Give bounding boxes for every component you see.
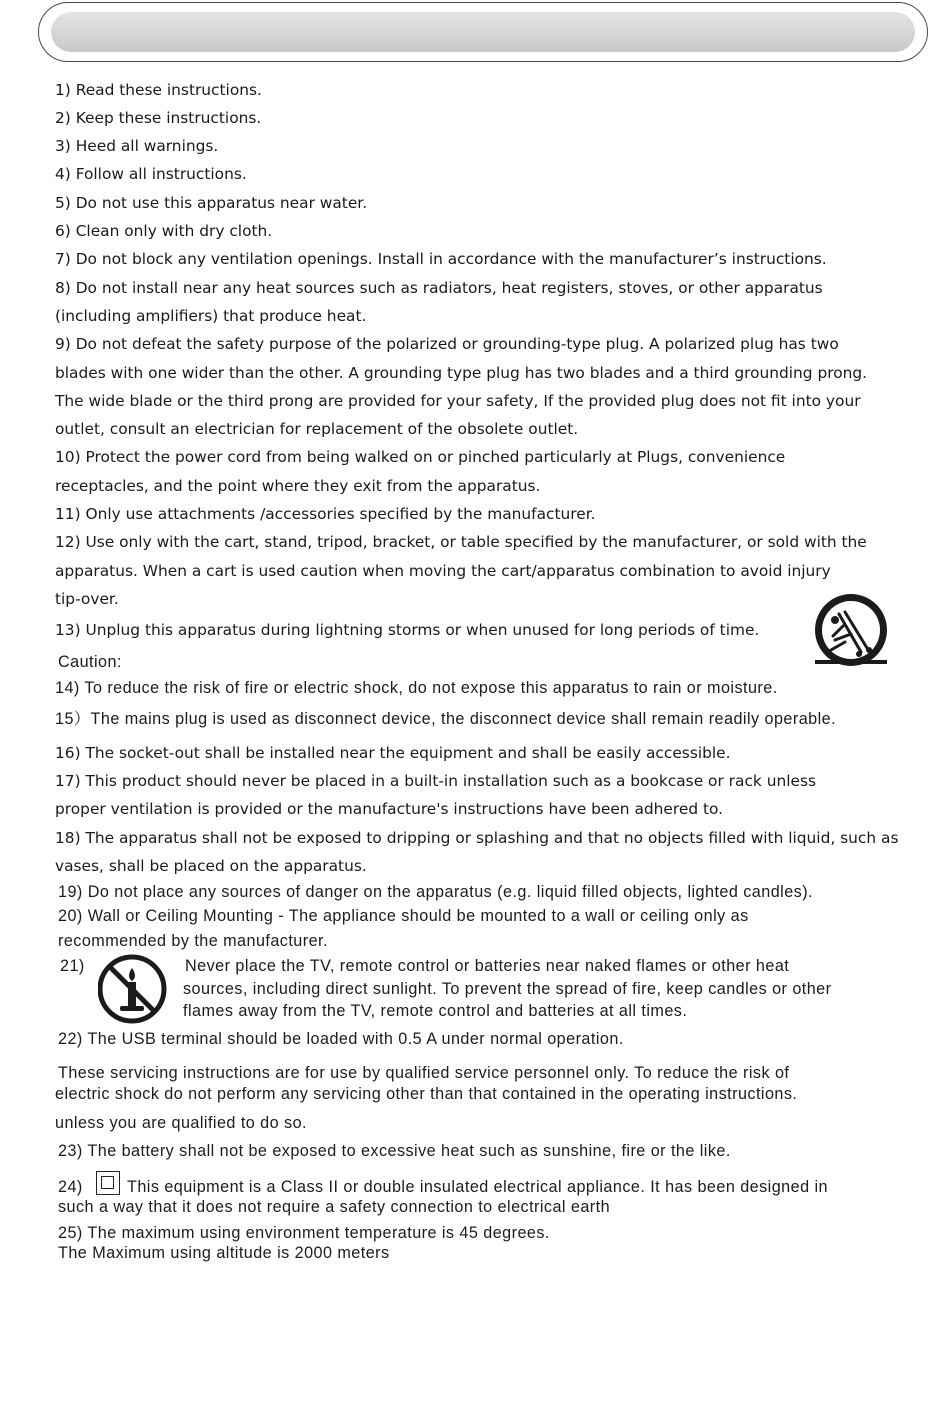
- header-banner: [38, 2, 928, 62]
- instruction-line: 7) Do not block any ventilation openings. Install in accordance with the manufacturer’s instructions.: [55, 250, 827, 268]
- instruction-line: blades with one wider than the other. A grounding type plug has two blades and a third grounding prong.: [55, 364, 868, 382]
- instruction-line: 11) Only use attachments /accessories specified by the manufacturer.: [55, 505, 596, 523]
- instruction-line: receptacles, and the point where they exit from the apparatus.: [55, 477, 541, 495]
- instruction-line: 8) Do not install near any heat sources such as radiators, heat registers, stoves, or other apparatus: [55, 279, 823, 297]
- item-21-line: flames away from the TV, remote control and batteries at all times.: [183, 1002, 688, 1020]
- instruction-line: tip-over.: [55, 590, 119, 608]
- no-open-flame-icon: [98, 954, 170, 1024]
- instruction-line: 3) Heed all warnings.: [55, 137, 219, 155]
- servicing-line: electric shock do not perform any servicing other than that contained in the operating instructions.: [55, 1085, 798, 1103]
- instruction-line: 6) Clean only with dry cloth.: [55, 222, 273, 240]
- instruction-line: 5) Do not use this apparatus near water.: [55, 194, 368, 212]
- instruction-line: 1) Read these instructions.: [55, 81, 262, 99]
- item-22: 22) The USB terminal should be loaded with 0.5 A under normal operation.: [58, 1030, 624, 1048]
- instruction-line: (including amplifiers) that produce heat.: [55, 307, 367, 325]
- caution-line: 15）The mains plug is used as disconnect device, the disconnect device shall remain readily operable.: [55, 710, 837, 728]
- item-21-line: Never place the TV, remote control or batteries near naked flames or other heat: [185, 957, 790, 975]
- caution-line: proper ventilation is provided or the manufacture's instructions have been adhered to.: [55, 800, 724, 818]
- instruction-line: 12) Use only with the cart, stand, tripod, bracket, or table specified by the manufacturer, or sold with the: [55, 533, 867, 551]
- instruction-line: apparatus. When a cart is used caution when moving the cart/apparatus combination to avoid injury: [55, 562, 831, 580]
- instruction-line: The wide blade or the third prong are provided for your safety, If the provided plug does not fit into your: [55, 392, 861, 410]
- header-banner-bar: [51, 12, 915, 52]
- caution-line: 18) The apparatus shall not be exposed to dripping or splashing and that no objects filled with liquid, such as: [55, 829, 899, 847]
- item-24-number: 24): [58, 1178, 83, 1196]
- instruction-line: 10) Protect the power cord from being walked on or pinched particularly at Plugs, convenience: [55, 448, 786, 466]
- item-25-line: The Maximum using altitude is 2000 meters: [58, 1244, 390, 1262]
- caution-line: 19) Do not place any sources of danger on the apparatus (e.g. liquid filled objects, lighted candles).: [58, 883, 813, 901]
- caution-line: recommended by the manufacturer.: [58, 932, 328, 950]
- caution-label: Caution:: [58, 653, 122, 671]
- item-24-line: such a way that it does not require a safety connection to electrical earth: [58, 1198, 611, 1216]
- caution-line: 17) This product should never be placed in a built-in installation such as a bookcase or rack unless: [55, 772, 817, 790]
- instruction-line: outlet, consult an electrician for replacement of the obsolete outlet.: [55, 420, 579, 438]
- item-24-line: This equipment is a Class II or double insulated electrical appliance. It has been designed in: [127, 1178, 828, 1196]
- item-23: 23) The battery shall not be exposed to excessive heat such as sunshine, fire or the like.: [58, 1142, 731, 1160]
- instruction-line: 4) Follow all instructions.: [55, 165, 247, 183]
- caution-line: 20) Wall or Ceiling Mounting - The appliance should be mounted to a wall or ceiling only as: [58, 907, 749, 925]
- caution-line: 16) The socket-out shall be installed near the equipment and shall be easily accessible.: [55, 744, 731, 762]
- servicing-line: unless you are qualified to do so.: [55, 1114, 307, 1132]
- caution-line: 14) To reduce the risk of fire or electric shock, do not expose this apparatus to rain or moisture.: [55, 679, 778, 697]
- instruction-line: 13) Unplug this apparatus during lightning storms or when unused for long periods of time.: [55, 621, 760, 639]
- class-ii-double-insulation-icon: [96, 1171, 120, 1195]
- caution-line: vases, shall be placed on the apparatus.: [55, 857, 367, 875]
- item-21-number: 21): [60, 957, 85, 975]
- instruction-line: 2) Keep these instructions.: [55, 109, 262, 127]
- servicing-line: These servicing instructions are for use by qualified service personnel only. To reduce the risk of: [58, 1064, 790, 1082]
- instruction-line: 9) Do not defeat the safety purpose of the polarized or grounding-type plug. A polarized plug has two: [55, 335, 839, 353]
- item-25-line: 25) The maximum using environment temperature is 45 degrees.: [58, 1224, 550, 1242]
- cart-tip-over-warning-icon: [805, 590, 897, 670]
- item-21-line: sources, including direct sunlight. To prevent the spread of fire, keep candles or other: [183, 980, 832, 998]
